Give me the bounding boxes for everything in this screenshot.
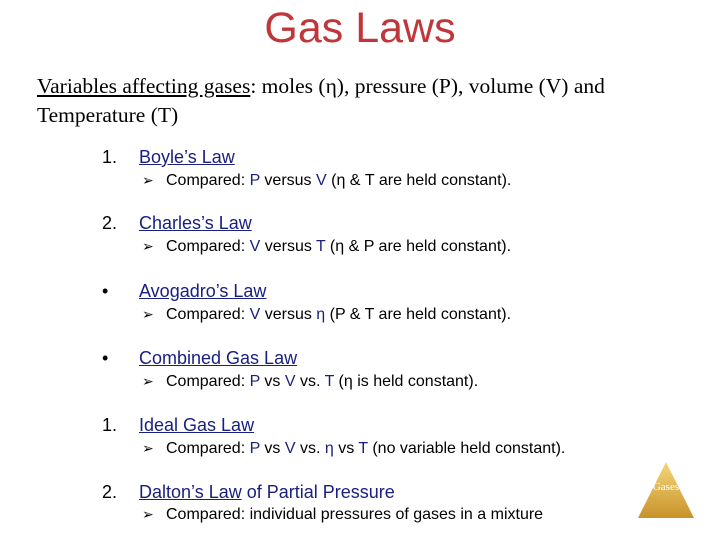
arrow-bullet-icon: ➢ bbox=[142, 441, 154, 457]
variable: V bbox=[284, 440, 296, 457]
variable: T bbox=[324, 373, 335, 390]
law-marker: 1. bbox=[102, 147, 118, 167]
variable: T bbox=[316, 238, 326, 255]
arrow-bullet-icon: ➢ bbox=[142, 173, 154, 189]
detail-prefix: Compared: bbox=[166, 373, 250, 390]
detail-vs: versus bbox=[259, 172, 316, 189]
variable: V bbox=[284, 373, 296, 390]
law-dalton-detail bbox=[142, 505, 543, 525]
detail-prefix: Compared: bbox=[166, 172, 250, 189]
law-charles-detail bbox=[142, 237, 511, 257]
detail-vs: versus bbox=[260, 306, 317, 323]
arrow-bullet-icon: ➢ bbox=[142, 307, 154, 323]
law-name: Avogadro’s Law bbox=[139, 281, 267, 301]
detail-suffix: (η is held constant). bbox=[334, 373, 479, 390]
variable: V bbox=[249, 238, 261, 255]
detail-prefix: Compared: bbox=[166, 440, 250, 457]
intro-text bbox=[37, 72, 697, 130]
law-name bbox=[139, 481, 395, 503]
law-name: Charles’s Law bbox=[139, 213, 252, 233]
detail-vs: versus bbox=[260, 238, 316, 255]
arrow-bullet-icon: ➢ bbox=[142, 239, 154, 255]
law-boyle-detail bbox=[142, 171, 511, 191]
intro-underlined: Variables affecting gases bbox=[37, 74, 251, 98]
arrow-bullet-icon: ➢ bbox=[142, 507, 154, 523]
detail-prefix: Compared: bbox=[166, 306, 250, 323]
detail-vs: vs bbox=[259, 440, 285, 457]
law-marker: 2. bbox=[102, 482, 118, 502]
variable: η bbox=[324, 440, 334, 457]
law-marker: • bbox=[102, 348, 109, 368]
law-name: Ideal Gas Law bbox=[139, 415, 255, 435]
law-name-underlined: Dalton’s Law bbox=[139, 482, 242, 502]
law-marker: 1. bbox=[102, 415, 118, 435]
variable: V bbox=[249, 306, 261, 323]
detail-vs: vs. bbox=[295, 440, 325, 457]
variable: P bbox=[249, 172, 260, 189]
detail-suffix: (P & T are held constant). bbox=[325, 306, 512, 323]
detail-vs: vs. bbox=[295, 373, 325, 390]
detail-prefix: Compared: bbox=[166, 238, 250, 255]
gases-nav-button[interactable] bbox=[636, 460, 696, 520]
variable: P bbox=[249, 440, 260, 457]
detail-suffix: (η & T are held constant). bbox=[326, 172, 512, 189]
law-name: Combined Gas Law bbox=[139, 348, 298, 368]
law-ideal-detail bbox=[142, 439, 565, 459]
law-avogadro-detail bbox=[142, 305, 511, 325]
page-title: Gas Laws bbox=[264, 4, 456, 52]
detail-suffix: (η & P are held constant). bbox=[325, 238, 512, 255]
variable: η bbox=[316, 306, 326, 323]
detail-vs: vs bbox=[259, 373, 285, 390]
variable: T bbox=[358, 440, 368, 457]
detail-text: Compared: individual pressures of gases in a mixture bbox=[166, 506, 544, 523]
detail-suffix: (no variable held constant). bbox=[367, 440, 566, 457]
detail-vs: vs bbox=[333, 440, 359, 457]
law-combined-detail bbox=[142, 372, 478, 392]
arrow-bullet-icon: ➢ bbox=[142, 374, 154, 390]
variable: P bbox=[249, 373, 260, 390]
law-marker: 2. bbox=[102, 213, 118, 233]
law-name-rest: of Partial Pressure bbox=[241, 482, 395, 502]
law-marker: • bbox=[102, 281, 109, 301]
intro-rest: : moles (η), pressure (P), volume (V) and Temperature (T) bbox=[37, 74, 605, 127]
badge-label: Gases bbox=[652, 481, 680, 493]
variable: V bbox=[316, 172, 327, 189]
law-name: Boyle’s Law bbox=[139, 147, 235, 167]
